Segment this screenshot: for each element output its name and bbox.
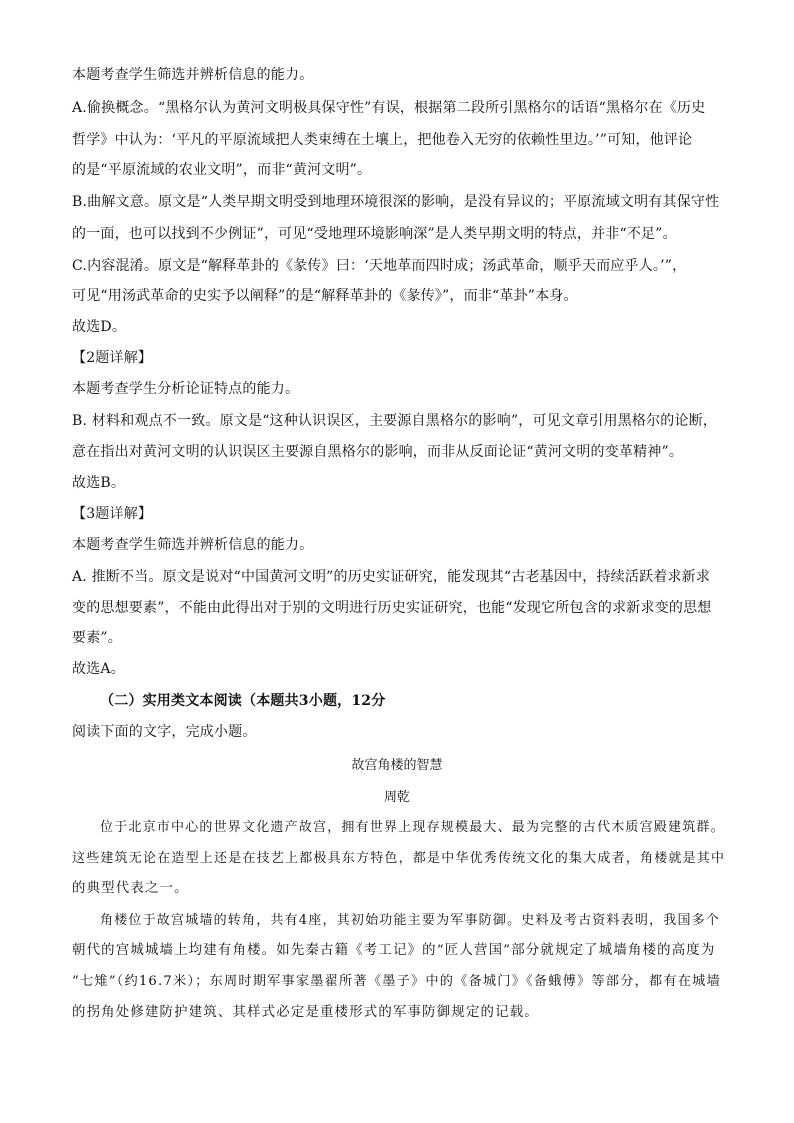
answer-line: 的一面，也可以找到不少例证”，可见“受地理环境影响深”是人类早期文明的特点，并非“不足”。 <box>72 226 677 242</box>
article-line: 这些建筑无论在造型上还是在技艺上都极具东方特色，都是中华优秀传统文化的集大成者，角楼就是其中 <box>72 851 726 866</box>
article-line: 的典型代表之一。 <box>72 881 189 896</box>
answer-line: 本题考查学生分析论证特点的能力。 <box>72 381 300 397</box>
answer-line: 变的思想要素”，不能由此得出对于别的文明进行历史实证研究，也能“发现它所包含的求新求变的思想 <box>72 600 712 616</box>
answer-line: 哲学》中认为：‘平凡的平原流域把人类束缚在土壤上，把他卷入无穷的依赖性里边。’”可知，他评论 <box>72 132 693 148</box>
answer-line: 故选A。 <box>72 661 125 677</box>
answer-line: C.内容混淆。原文是“解释革卦的《彖传》曰：‘天地革而四时成；汤武革命，顺乎天而应乎人。’”， <box>72 258 687 274</box>
instruction-text: 阅读下面的文字，完成小题。 <box>72 724 257 740</box>
answer-line: 要素”。 <box>72 630 122 646</box>
answer-line: 本题考查学生筛选并辨析信息的能力。 <box>72 537 314 553</box>
article-line: “七雉”（约16.7米）；东周时期军事家墨翟所著《墨子》中的《备城门》《备蛾傅》等部分，都有在城墙 <box>72 974 721 989</box>
article-title: 故宫角楼的智慧 <box>351 758 443 773</box>
article-line: 角楼位于故宫城墙的转角，共有4座，其初始功能主要为军事防御。史料及考古资料表明，我国多个 <box>100 913 721 928</box>
article-author: 周乾 <box>383 790 410 805</box>
section-heading: （二）实用类文本阅读（本题共3小题，12分 <box>100 693 386 709</box>
answer-line: A.偷换概念。“黑格尔认为黄河文明极具保守性”有误，根据第二段所引黑格尔的话语“黑格尔在《历史 <box>72 100 706 116</box>
article-line: 的拐角处修建防护建筑、其样式必定是重楼形式的军事防御规定的记载。 <box>72 1005 539 1020</box>
answer-line: 本题考查学生筛选并辨析信息的能力。 <box>72 67 314 83</box>
answer-line: B.曲解文意。原文是“人类早期文明受到地理环境很深的影响，是没有异议的；平原流域文明有其保守性 <box>72 194 720 210</box>
detail-heading: 【2题详解】 <box>72 350 153 366</box>
answer-line: 的是“平原流域的农业文明”，而非“黄河文明”。 <box>72 162 372 178</box>
article-line: 朝代的宫城城墙上均建有角楼。如先秦古籍《考工记》的“匠人营国”部分就规定了城墙角楼的高度为 <box>72 943 716 958</box>
detail-heading: 【3题详解】 <box>72 506 153 522</box>
answer-line: 故选B。 <box>72 475 126 491</box>
answer-line: B. 材料和观点不一致。原文是“这种认识误区，主要源自黑格尔的影响”，可见文章引用黑格尔的论断， <box>72 413 718 429</box>
article-line: 位于北京市中心的世界文化遗产故宫，拥有世界上现存规模最大、最为完整的古代木质宫殿建筑群。 <box>100 820 725 835</box>
answer-line: A. 推断不当。原文是说对“中国黄河文明”的历史实证研究，能发现其“古老基因中，持续活跃着求新求 <box>72 569 711 585</box>
answer-line: 意在指出对黄河文明的认识误区主要源自黑格尔的影响，而非从反面论证“黄河文明的变革精神”。 <box>72 444 684 460</box>
answer-line: 故选D。 <box>72 319 127 335</box>
answer-line: 可见“用汤武革命的史实予以阐释”的是“解释革卦的《彖传》”，而非“革卦”本身。 <box>72 288 578 304</box>
